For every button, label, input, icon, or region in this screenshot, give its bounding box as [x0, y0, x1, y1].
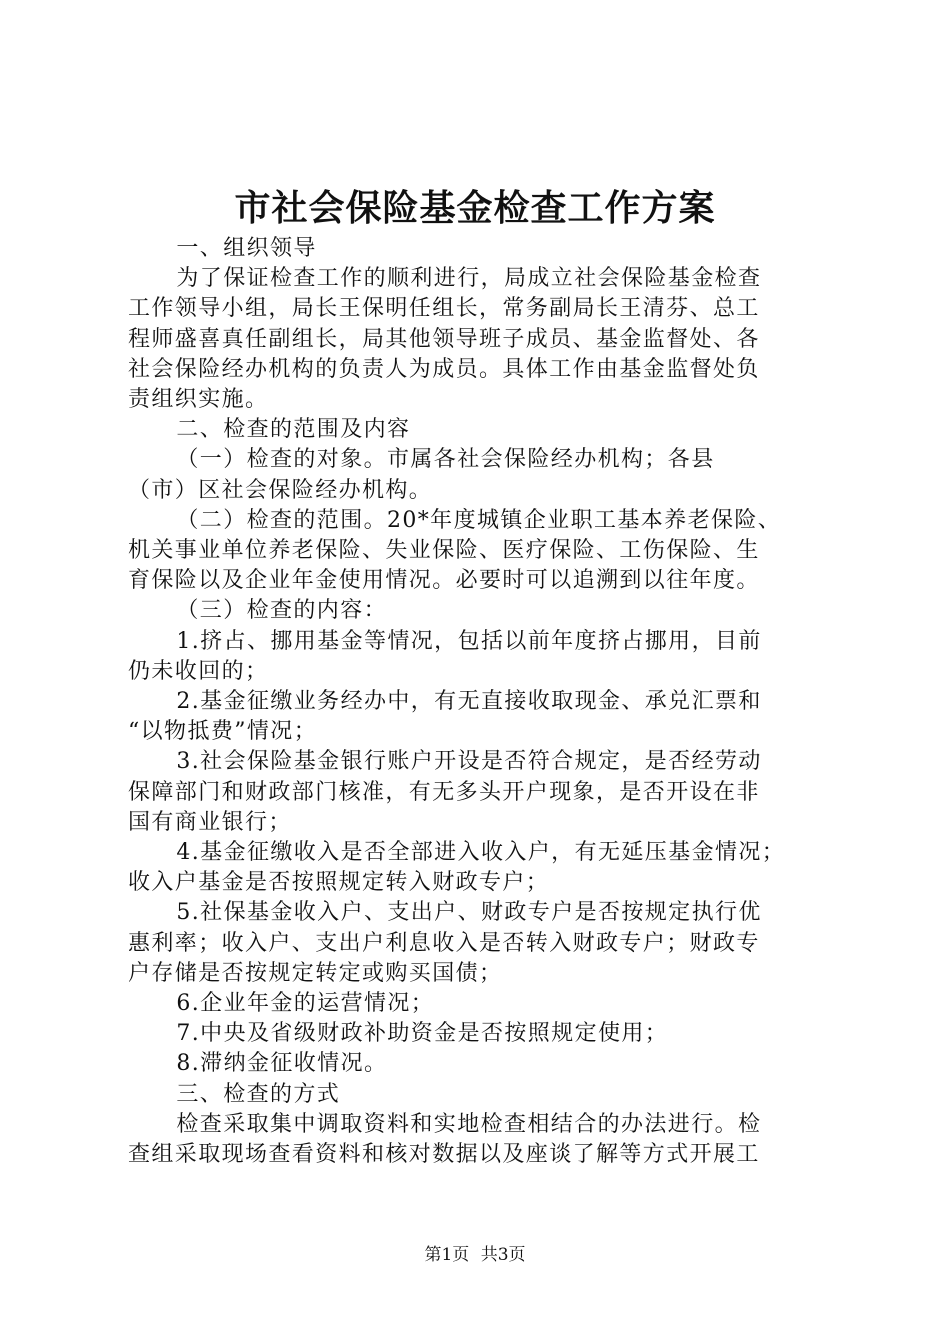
text-line: 保障部门和财政部门核准，有无多头开户现象，是否开设在非	[128, 779, 760, 805]
page-footer	[0, 1244, 950, 1266]
paragraph	[128, 1110, 828, 1170]
text-line: 一、组织领导	[176, 236, 317, 261]
paragraph	[128, 989, 828, 1019]
text-line: （二）检查的范围。20*年度城镇企业职工基本养老保险、	[176, 507, 782, 533]
paragraph	[128, 264, 828, 415]
text-line: 社会保险经办机构的负责人为成员。具体工作由基金监督处负	[128, 356, 760, 382]
document-body	[128, 234, 828, 1170]
text-line: 8.滞纳金征收情况。	[176, 1051, 388, 1077]
text-line: （市）区社会保险经办机构。	[128, 477, 433, 503]
text-line: 户存储是否按规定转定或购买国债；	[128, 960, 503, 986]
text-line: （一）检查的对象。市属各社会保险经办机构；各县	[176, 447, 715, 473]
text-line: 1.挤占、挪用基金等情况，包括以前年度挤占挪用，目前	[176, 628, 762, 654]
text-line: 5.社保基金收入户、支出户、财政专户是否按规定执行优	[176, 900, 762, 926]
text-line: 收入户基金是否按照规定转入财政专户；	[128, 870, 550, 896]
text-line: 工作领导小组，局长王保明任组长，常务副局长王清芬、总工	[128, 296, 760, 322]
text-line: 仍未收回的；	[128, 658, 269, 684]
text-line: 查组采取现场查看资料和核对数据以及座谈了解等方式开展工	[128, 1142, 760, 1168]
text-line: 程师盛喜真任副组长，局其他领导班子成员、基金监督处、各	[128, 326, 760, 352]
paragraph	[128, 506, 828, 597]
page-number: 第1页	[424, 1245, 470, 1265]
paragraph	[128, 627, 828, 687]
text-line: 机关事业单位养老保险、失业保险、医疗保险、工伤保险、生	[128, 538, 760, 564]
text-line: 惠利率；收入户、支出户利息收入是否转入财政专户；财政专	[128, 930, 760, 956]
paragraph	[128, 596, 828, 626]
text-line: 三、检查的方式	[176, 1081, 341, 1107]
paragraph	[128, 1019, 828, 1049]
paragraph	[128, 898, 828, 989]
text-line: 检查采取集中调取资料和实地检查相结合的办法进行。检	[176, 1111, 762, 1137]
text-line: 为了保证检查工作的顺利进行，局成立社会保险基金检查	[176, 266, 762, 292]
text-line: 3.社会保险基金银行账户开设是否符合规定，是否经劳动	[176, 749, 762, 775]
text-line: 7.中央及省级财政补助资金是否按照规定使用；	[176, 1021, 669, 1047]
text-line: 责组织实施。	[128, 387, 269, 413]
text-line: （三）检查的内容：	[176, 598, 387, 624]
paragraph	[128, 687, 828, 747]
paragraph	[128, 415, 828, 445]
page-total: 共3页	[480, 1245, 526, 1265]
text-line: 4.基金征缴收入是否全部进入收入户，有无延压基金情况；	[176, 840, 786, 866]
paragraph	[128, 838, 828, 898]
paragraph	[128, 445, 828, 505]
paragraph	[128, 234, 828, 264]
text-line: 6.企业年金的运营情况；	[176, 991, 435, 1017]
text-line: 国有商业银行；	[128, 809, 292, 835]
text-line: 2.基金征缴业务经办中，有无直接收取现金、承兑汇票和	[176, 689, 762, 715]
paragraph	[128, 747, 828, 838]
document-title: 市社会保险基金检查工作方案	[234, 187, 716, 229]
paragraph	[128, 1049, 828, 1079]
paragraph	[128, 1080, 828, 1110]
text-line: 二、检查的范围及内容	[176, 417, 411, 443]
text-line: 育保险以及企业年金使用情况。必要时可以追溯到以往年度。	[128, 568, 760, 594]
text-line: “以物抵费”情况；	[128, 719, 318, 745]
